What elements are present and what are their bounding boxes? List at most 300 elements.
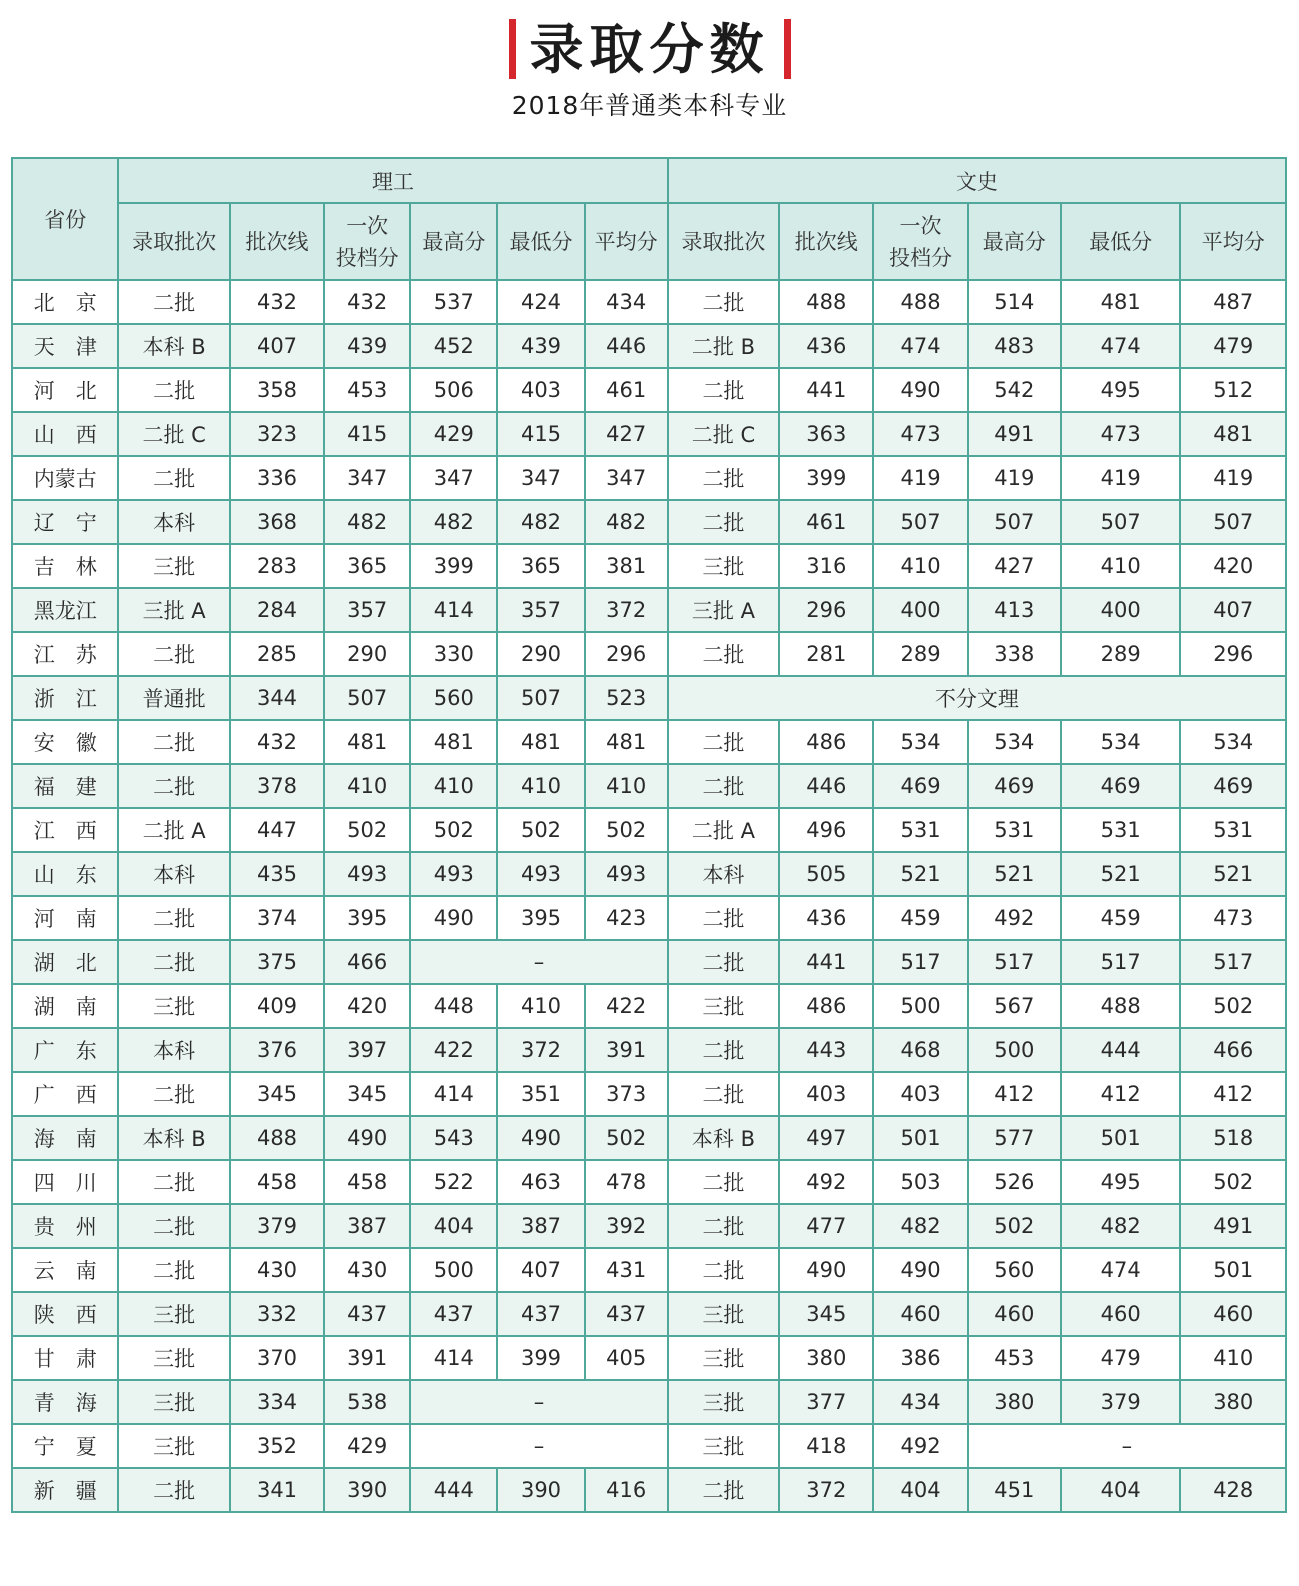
arts-avg-cell: 491	[1180, 1204, 1286, 1248]
science-batch-line-cell: 368	[230, 500, 324, 544]
arts-batch-line-cell: 492	[779, 1160, 873, 1204]
science-touying-cell: 357	[324, 588, 410, 632]
arts-batch-cell: 二批	[668, 280, 779, 324]
arts-max-cell: 521	[968, 852, 1061, 896]
arts-avg-cell: 487	[1180, 280, 1286, 324]
arts-avg-cell: 407	[1180, 588, 1286, 632]
arts-avg-cell: 469	[1180, 764, 1286, 808]
table-row	[12, 1248, 1286, 1292]
science-batch-line-cell: 375	[230, 940, 324, 984]
science-no-data-cell: –	[410, 1380, 667, 1424]
science-avg-cell: 434	[585, 280, 668, 324]
science-touying-cell: 493	[324, 852, 410, 896]
arts-batch-line-cell: 399	[779, 456, 873, 500]
arts-batch-line-cell: 497	[779, 1116, 873, 1160]
arts-batch-cell: 本科	[668, 852, 779, 896]
science-batch-line-cell: 432	[230, 720, 324, 764]
table-body	[12, 280, 1286, 1512]
province-cell: 贵 州	[12, 1204, 118, 1248]
table-row	[12, 1336, 1286, 1380]
science-batch-cell: 三批	[118, 1424, 229, 1468]
arts-batch-line-cell: 505	[779, 852, 873, 896]
science-batch-line-cell: 458	[230, 1160, 324, 1204]
science-avg-cell: 523	[585, 676, 668, 720]
science-touying-cell: 390	[324, 1468, 410, 1512]
science-touying-cell: 481	[324, 720, 410, 764]
arts-max-cell: 567	[968, 984, 1061, 1028]
province-cell: 云 南	[12, 1248, 118, 1292]
arts-touying-cell: 473	[873, 412, 967, 456]
arts-batch-cell: 二批	[668, 500, 779, 544]
table-row	[12, 1468, 1286, 1512]
arts-min-cell: 501	[1061, 1116, 1181, 1160]
science-batch-cell: 二批	[118, 940, 229, 984]
arts-batch-line-cell: 486	[779, 984, 873, 1028]
science-batch-line-cell: 409	[230, 984, 324, 1028]
science-batch-cell: 三批 A	[118, 588, 229, 632]
arts-no-data-cell: –	[968, 1424, 1286, 1468]
province-cell: 广 西	[12, 1072, 118, 1116]
science-batch-cell: 二批	[118, 764, 229, 808]
science-batch-cell: 本科 B	[118, 1116, 229, 1160]
arts-avg-cell: 502	[1180, 1160, 1286, 1204]
arts-batch-line-cell: 316	[779, 544, 873, 588]
arts-batch-cell: 二批 B	[668, 324, 779, 368]
science-touying-cell: 507	[324, 676, 410, 720]
group-header-arts: 文史	[668, 158, 1286, 203]
arts-min-cell: 469	[1061, 764, 1181, 808]
arts-batch-cell: 二批	[668, 720, 779, 764]
science-touying-cell: 439	[324, 324, 410, 368]
arts-min-cell: 419	[1061, 456, 1181, 500]
science-touying-cell: 395	[324, 896, 410, 940]
table-row	[12, 676, 1286, 720]
arts-touying-cell: 434	[873, 1380, 967, 1424]
science-max-cell: 493	[410, 852, 497, 896]
arts-min-cell: 531	[1061, 808, 1181, 852]
arts-batch-line-cell: 345	[779, 1292, 873, 1336]
arts-max-cell: 526	[968, 1160, 1061, 1204]
science-max-cell: 481	[410, 720, 497, 764]
arts-batch-line-cell: 461	[779, 500, 873, 544]
science-avg-cell: 437	[585, 1292, 668, 1336]
arts-touying-cell: 531	[873, 808, 967, 852]
science-batch-line-cell: 432	[230, 280, 324, 324]
arts-min-cell: 495	[1061, 368, 1181, 412]
science-min-cell: 390	[497, 1468, 584, 1512]
province-cell: 广 东	[12, 1028, 118, 1072]
science-max-cell: 330	[410, 632, 497, 676]
science-min-cell: 365	[497, 544, 584, 588]
table-row	[12, 588, 1286, 632]
science-batch-cell: 二批	[118, 456, 229, 500]
science-avg-cell: 296	[585, 632, 668, 676]
col-header-min: 最低分	[497, 203, 584, 280]
arts-batch-line-cell: 372	[779, 1468, 873, 1512]
arts-batch-cell: 二批	[668, 1028, 779, 1072]
science-avg-cell: 502	[585, 808, 668, 852]
arts-min-cell: 474	[1061, 324, 1181, 368]
science-batch-cell: 三批	[118, 544, 229, 588]
arts-batch-line-cell: 436	[779, 324, 873, 368]
arts-min-cell: 479	[1061, 1336, 1181, 1380]
arts-batch-cell: 二批	[668, 368, 779, 412]
arts-min-cell: 482	[1061, 1204, 1181, 1248]
arts-max-cell: 542	[968, 368, 1061, 412]
science-touying-cell: 387	[324, 1204, 410, 1248]
arts-avg-cell: 512	[1180, 368, 1286, 412]
arts-touying-cell: 403	[873, 1072, 967, 1116]
science-min-cell: 403	[497, 368, 584, 412]
arts-batch-line-cell: 443	[779, 1028, 873, 1072]
table-row	[12, 1160, 1286, 1204]
science-batch-cell: 三批	[118, 1292, 229, 1336]
science-max-cell: 399	[410, 544, 497, 588]
science-min-cell: 372	[497, 1028, 584, 1072]
science-max-cell: 429	[410, 412, 497, 456]
science-min-cell: 410	[497, 764, 584, 808]
science-batch-cell: 三批	[118, 984, 229, 1028]
arts-max-cell: 419	[968, 456, 1061, 500]
science-avg-cell: 482	[585, 500, 668, 544]
science-avg-cell: 416	[585, 1468, 668, 1512]
science-avg-cell: 481	[585, 720, 668, 764]
arts-batch-cell: 三批	[668, 1292, 779, 1336]
science-batch-cell: 三批	[118, 1380, 229, 1424]
science-batch-line-cell: 345	[230, 1072, 324, 1116]
arts-avg-cell: 412	[1180, 1072, 1286, 1116]
arts-min-cell: 481	[1061, 280, 1181, 324]
arts-touying-cell: 490	[873, 1248, 967, 1292]
science-touying-cell: 429	[324, 1424, 410, 1468]
arts-max-cell: 451	[968, 1468, 1061, 1512]
table-row	[12, 1116, 1286, 1160]
arts-avg-cell: 380	[1180, 1380, 1286, 1424]
arts-max-cell: 577	[968, 1116, 1061, 1160]
science-min-cell: 415	[497, 412, 584, 456]
arts-batch-cell: 二批 C	[668, 412, 779, 456]
arts-touying-cell: 501	[873, 1116, 967, 1160]
arts-max-cell: 413	[968, 588, 1061, 632]
province-cell: 山 东	[12, 852, 118, 896]
arts-batch-cell: 本科 B	[668, 1116, 779, 1160]
table-row	[12, 412, 1286, 456]
science-batch-line-cell: 430	[230, 1248, 324, 1292]
arts-min-cell: 412	[1061, 1072, 1181, 1116]
arts-max-cell: 338	[968, 632, 1061, 676]
arts-touying-cell: 503	[873, 1160, 967, 1204]
science-avg-cell: 502	[585, 1116, 668, 1160]
arts-max-cell: 534	[968, 720, 1061, 764]
science-max-cell: 448	[410, 984, 497, 1028]
arts-batch-line-cell: 486	[779, 720, 873, 764]
arts-min-cell: 495	[1061, 1160, 1181, 1204]
science-batch-cell: 二批	[118, 280, 229, 324]
arts-batch-line-cell: 281	[779, 632, 873, 676]
science-batch-line-cell: 341	[230, 1468, 324, 1512]
province-cell: 山 西	[12, 412, 118, 456]
science-batch-line-cell: 336	[230, 456, 324, 500]
arts-avg-cell: 521	[1180, 852, 1286, 896]
arts-batch-cell: 二批	[668, 1468, 779, 1512]
arts-min-cell: 379	[1061, 1380, 1181, 1424]
arts-max-cell: 491	[968, 412, 1061, 456]
arts-min-cell: 517	[1061, 940, 1181, 984]
science-min-cell: 410	[497, 984, 584, 1028]
table-row	[12, 1204, 1286, 1248]
arts-touying-cell: 492	[873, 1424, 967, 1468]
table-row	[12, 368, 1286, 412]
science-touying-cell: 502	[324, 808, 410, 852]
province-cell: 河 北	[12, 368, 118, 412]
arts-touying-cell: 521	[873, 852, 967, 896]
science-avg-cell: 493	[585, 852, 668, 896]
science-min-cell: 347	[497, 456, 584, 500]
province-cell: 新 疆	[12, 1468, 118, 1512]
science-min-cell: 407	[497, 1248, 584, 1292]
page-title	[509, 14, 791, 84]
science-max-cell: 414	[410, 1072, 497, 1116]
arts-batch-cell: 二批 A	[668, 808, 779, 852]
science-max-cell: 537	[410, 280, 497, 324]
science-no-data-cell: –	[410, 1424, 667, 1468]
science-touying-cell: 365	[324, 544, 410, 588]
table-row	[12, 720, 1286, 764]
science-batch-line-cell: 407	[230, 324, 324, 368]
science-min-cell: 507	[497, 676, 584, 720]
table-row	[12, 1072, 1286, 1116]
science-touying-cell: 345	[324, 1072, 410, 1116]
province-cell: 湖 南	[12, 984, 118, 1028]
arts-batch-line-cell: 380	[779, 1336, 873, 1380]
arts-batch-line-cell: 436	[779, 896, 873, 940]
science-batch-line-cell: 376	[230, 1028, 324, 1072]
science-min-cell: 481	[497, 720, 584, 764]
science-min-cell: 482	[497, 500, 584, 544]
arts-max-cell: 412	[968, 1072, 1061, 1116]
table-header	[12, 158, 1286, 280]
science-min-cell: 437	[497, 1292, 584, 1336]
science-batch-cell: 普通批	[118, 676, 229, 720]
science-max-cell: 502	[410, 808, 497, 852]
science-batch-cell: 二批	[118, 632, 229, 676]
arts-min-cell: 507	[1061, 500, 1181, 544]
science-touying-cell: 397	[324, 1028, 410, 1072]
science-touying-cell: 466	[324, 940, 410, 984]
arts-avg-cell: 460	[1180, 1292, 1286, 1336]
science-batch-cell: 本科 B	[118, 324, 229, 368]
col-header-touying: 一次 投档分	[873, 203, 967, 280]
science-min-cell: 490	[497, 1116, 584, 1160]
province-cell: 湖 北	[12, 940, 118, 984]
arts-min-cell: 410	[1061, 544, 1181, 588]
province-cell: 吉 林	[12, 544, 118, 588]
arts-max-cell: 531	[968, 808, 1061, 852]
science-batch-cell: 二批	[118, 720, 229, 764]
col-header-batch-line: 批次线	[230, 203, 324, 280]
science-avg-cell: 373	[585, 1072, 668, 1116]
arts-avg-cell: 502	[1180, 984, 1286, 1028]
science-batch-cell: 二批	[118, 1468, 229, 1512]
arts-batch-cell: 二批	[668, 1160, 779, 1204]
arts-avg-cell: 428	[1180, 1468, 1286, 1512]
science-max-cell: 410	[410, 764, 497, 808]
province-cell: 江 西	[12, 808, 118, 852]
science-batch-line-cell: 370	[230, 1336, 324, 1380]
arts-avg-cell: 419	[1180, 456, 1286, 500]
table-row	[12, 984, 1286, 1028]
table-row	[12, 456, 1286, 500]
science-max-cell: 543	[410, 1116, 497, 1160]
science-avg-cell: 347	[585, 456, 668, 500]
science-batch-line-cell: 284	[230, 588, 324, 632]
science-batch-cell: 二批 C	[118, 412, 229, 456]
arts-batch-line-cell: 441	[779, 940, 873, 984]
arts-avg-cell: 466	[1180, 1028, 1286, 1072]
arts-max-cell: 453	[968, 1336, 1061, 1380]
arts-batch-cell: 三批	[668, 984, 779, 1028]
science-batch-line-cell: 334	[230, 1380, 324, 1424]
science-touying-cell: 290	[324, 632, 410, 676]
science-min-cell: 387	[497, 1204, 584, 1248]
arts-batch-cell: 三批	[668, 1336, 779, 1380]
arts-min-cell: 534	[1061, 720, 1181, 764]
science-avg-cell: 405	[585, 1336, 668, 1380]
science-batch-line-cell: 283	[230, 544, 324, 588]
science-batch-line-cell: 378	[230, 764, 324, 808]
science-min-cell: 502	[497, 808, 584, 852]
province-cell: 黑龙江	[12, 588, 118, 632]
table-row	[12, 940, 1286, 984]
page-subtitle: 2018年普通类本科专业	[511, 91, 788, 120]
science-min-cell: 290	[497, 632, 584, 676]
arts-avg-cell: 420	[1180, 544, 1286, 588]
science-avg-cell: 461	[585, 368, 668, 412]
province-cell: 陕 西	[12, 1292, 118, 1336]
table-row	[12, 764, 1286, 808]
science-max-cell: 347	[410, 456, 497, 500]
science-touying-cell: 410	[324, 764, 410, 808]
arts-avg-cell: 479	[1180, 324, 1286, 368]
science-batch-cell: 本科	[118, 1028, 229, 1072]
province-cell: 浙 江	[12, 676, 118, 720]
arts-batch-cell: 二批	[668, 1248, 779, 1292]
science-batch-line-cell: 488	[230, 1116, 324, 1160]
science-no-data-cell: –	[410, 940, 667, 984]
arts-batch-cell: 二批	[668, 764, 779, 808]
science-batch-cell: 二批	[118, 1248, 229, 1292]
science-touying-cell: 453	[324, 368, 410, 412]
arts-avg-cell: 518	[1180, 1116, 1286, 1160]
science-batch-line-cell: 374	[230, 896, 324, 940]
province-cell: 青 海	[12, 1380, 118, 1424]
arts-avg-cell: 410	[1180, 1336, 1286, 1380]
arts-max-cell: 507	[968, 500, 1061, 544]
arts-min-cell: 521	[1061, 852, 1181, 896]
science-max-cell: 500	[410, 1248, 497, 1292]
science-avg-cell: 427	[585, 412, 668, 456]
science-avg-cell: 478	[585, 1160, 668, 1204]
arts-touying-cell: 289	[873, 632, 967, 676]
arts-batch-cell: 三批 A	[668, 588, 779, 632]
science-batch-cell: 二批	[118, 896, 229, 940]
science-touying-cell: 490	[324, 1116, 410, 1160]
arts-batch-line-cell: 490	[779, 1248, 873, 1292]
arts-avg-cell: 531	[1180, 808, 1286, 852]
science-min-cell: 493	[497, 852, 584, 896]
science-avg-cell: 381	[585, 544, 668, 588]
arts-max-cell: 514	[968, 280, 1061, 324]
arts-batch-cell: 三批	[668, 1424, 779, 1468]
arts-max-cell: 517	[968, 940, 1061, 984]
province-cell: 甘 肃	[12, 1336, 118, 1380]
arts-batch-cell: 二批	[668, 896, 779, 940]
science-batch-cell: 二批	[118, 1072, 229, 1116]
science-batch-line-cell: 435	[230, 852, 324, 896]
science-max-cell: 414	[410, 588, 497, 632]
science-max-cell: 437	[410, 1292, 497, 1336]
col-header-avg: 平均分	[1180, 203, 1286, 280]
arts-min-cell: 404	[1061, 1468, 1181, 1512]
science-avg-cell: 372	[585, 588, 668, 632]
arts-avg-cell: 501	[1180, 1248, 1286, 1292]
province-cell: 宁 夏	[12, 1424, 118, 1468]
arts-batch-line-cell: 403	[779, 1072, 873, 1116]
science-min-cell: 351	[497, 1072, 584, 1116]
science-min-cell: 357	[497, 588, 584, 632]
science-batch-line-cell: 323	[230, 412, 324, 456]
province-cell: 四 川	[12, 1160, 118, 1204]
arts-max-cell: 380	[968, 1380, 1061, 1424]
science-max-cell: 452	[410, 324, 497, 368]
table-row	[12, 852, 1286, 896]
science-batch-cell: 本科	[118, 852, 229, 896]
arts-max-cell: 500	[968, 1028, 1061, 1072]
col-header-batch: 录取批次	[118, 203, 229, 280]
science-avg-cell: 422	[585, 984, 668, 1028]
arts-max-cell: 502	[968, 1204, 1061, 1248]
arts-touying-cell: 490	[873, 368, 967, 412]
table-row	[12, 1028, 1286, 1072]
science-batch-cell: 二批	[118, 368, 229, 412]
arts-batch-line-cell: 446	[779, 764, 873, 808]
table-row	[12, 544, 1286, 588]
science-touying-cell: 437	[324, 1292, 410, 1336]
col-header-province: 省份	[12, 158, 118, 280]
arts-max-cell: 492	[968, 896, 1061, 940]
arts-avg-cell: 507	[1180, 500, 1286, 544]
arts-avg-cell: 481	[1180, 412, 1286, 456]
arts-min-cell: 488	[1061, 984, 1181, 1028]
province-cell: 福 建	[12, 764, 118, 808]
arts-touying-cell: 534	[873, 720, 967, 764]
arts-min-cell: 444	[1061, 1028, 1181, 1072]
arts-batch-cell: 二批	[668, 940, 779, 984]
arts-min-cell: 400	[1061, 588, 1181, 632]
science-touying-cell: 420	[324, 984, 410, 1028]
science-min-cell: 424	[497, 280, 584, 324]
science-max-cell: 414	[410, 1336, 497, 1380]
science-avg-cell: 391	[585, 1028, 668, 1072]
science-max-cell: 422	[410, 1028, 497, 1072]
science-batch-cell: 二批	[118, 1204, 229, 1248]
science-batch-line-cell: 344	[230, 676, 324, 720]
title-right-bar	[784, 19, 791, 79]
science-touying-cell: 432	[324, 280, 410, 324]
arts-touying-cell: 468	[873, 1028, 967, 1072]
arts-batch-line-cell: 363	[779, 412, 873, 456]
province-cell: 北 京	[12, 280, 118, 324]
